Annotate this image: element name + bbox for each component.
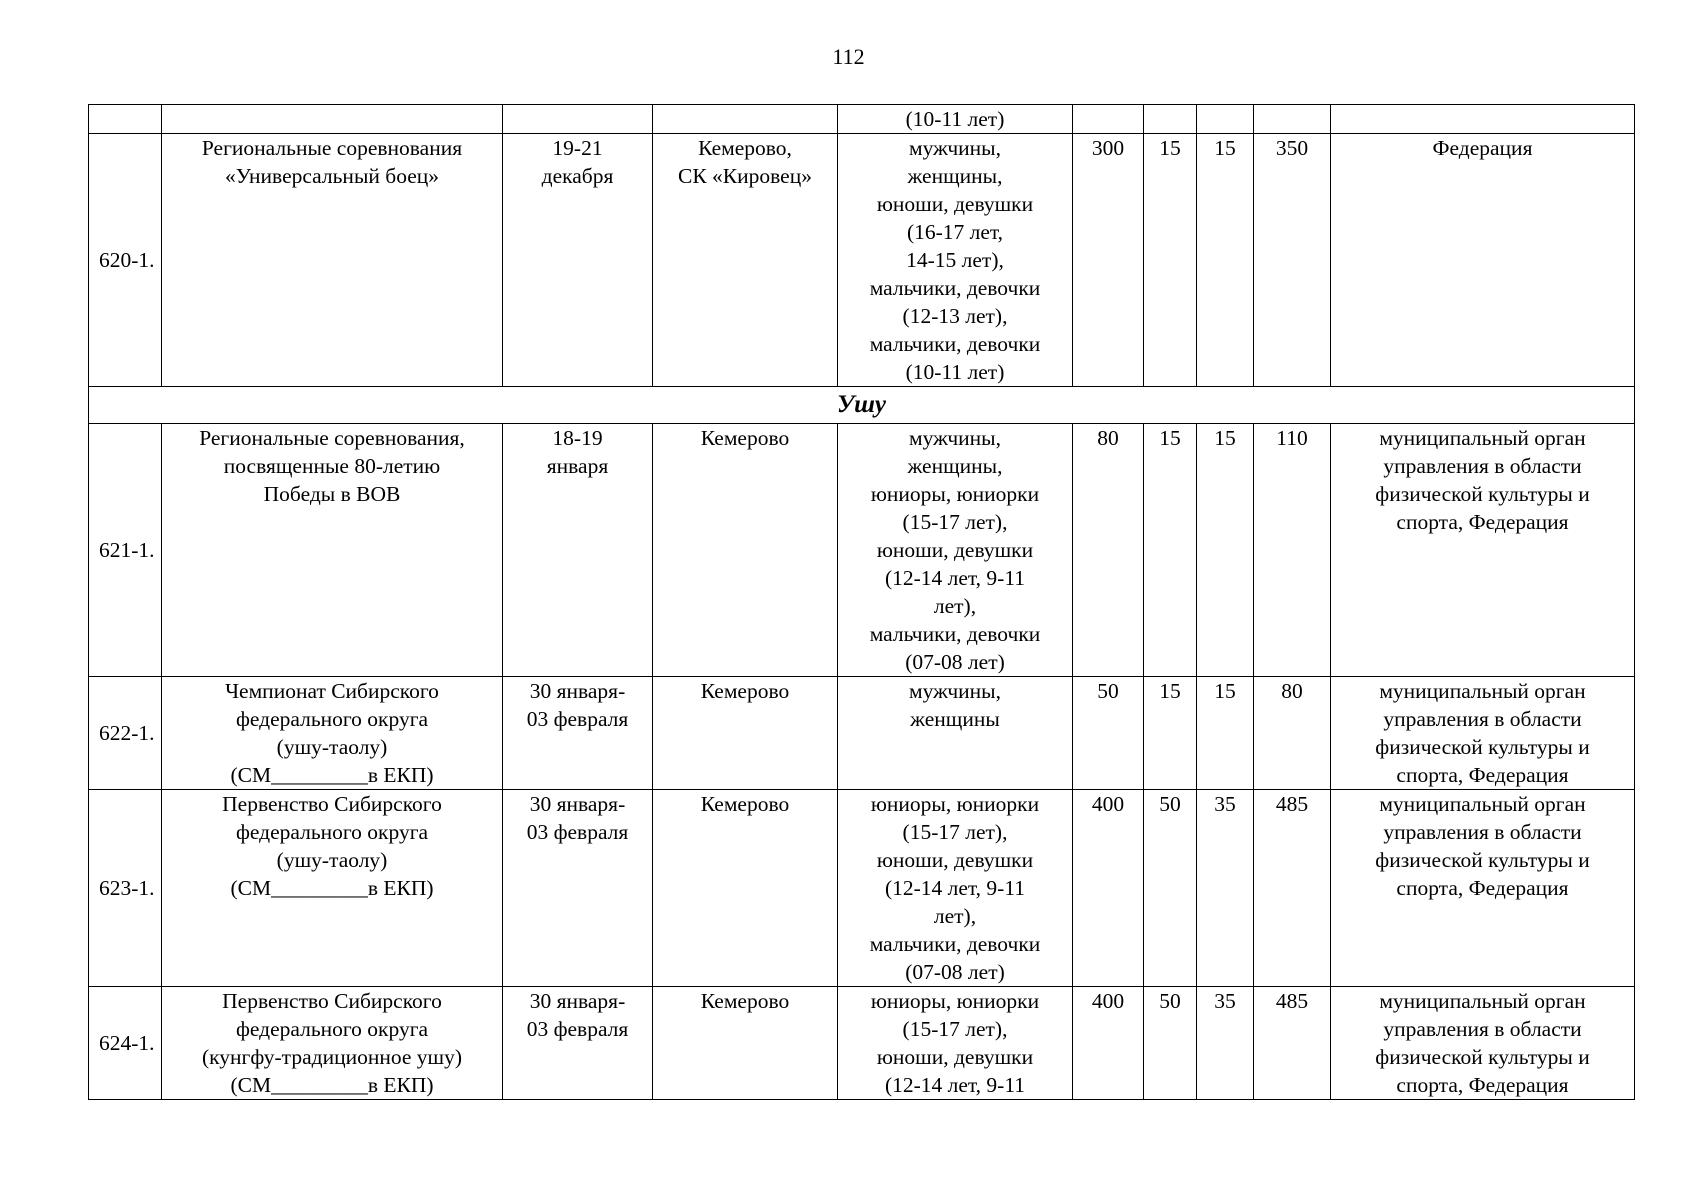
text-line: Региональные соревнования, bbox=[199, 426, 465, 450]
table-row bbox=[89, 424, 1635, 677]
text-line: физической культуры и bbox=[1375, 482, 1590, 506]
text-line: (16-17 лет, bbox=[906, 220, 1004, 244]
text-line: (ушу-таолу) bbox=[276, 735, 388, 759]
text-line: муниципальный орган bbox=[1379, 426, 1586, 450]
text-line: (СМ_________в ЕКП) bbox=[230, 1073, 434, 1097]
cell-participants bbox=[838, 424, 1073, 677]
cell-place bbox=[653, 790, 838, 987]
text-line: Кемерово bbox=[700, 426, 790, 450]
section-title: Ушу bbox=[89, 387, 1635, 424]
cell-date bbox=[503, 424, 653, 677]
text-line: юниоры, юниорки bbox=[870, 792, 1040, 816]
cell-count-1: 300 bbox=[1073, 134, 1144, 387]
text-line: мужчины, bbox=[908, 679, 1002, 703]
text-line: Кемерово, bbox=[698, 136, 792, 160]
text-line: Региональные соревнования bbox=[201, 136, 463, 160]
text-line: января bbox=[546, 454, 609, 478]
cell-organizer bbox=[1331, 790, 1635, 987]
text-line: лет), bbox=[933, 594, 977, 618]
cell-num: 623-1. bbox=[89, 790, 162, 987]
rows-before-section bbox=[89, 105, 1635, 387]
cell-name bbox=[162, 677, 503, 790]
cell-participants bbox=[838, 105, 1073, 134]
text-line: женщины, bbox=[907, 454, 1003, 478]
text-line: 03 февраля bbox=[526, 707, 629, 731]
cell-count-total: 110 bbox=[1254, 424, 1331, 677]
text-line: (12-14 лет, 9-11 bbox=[884, 566, 1026, 590]
text-line: Кемерово bbox=[700, 989, 790, 1013]
cell-count-3: 15 bbox=[1197, 424, 1254, 677]
events-table bbox=[88, 104, 1635, 1100]
cell-name bbox=[162, 790, 503, 987]
text-line: управления в области bbox=[1383, 1017, 1582, 1041]
text-line: 14-15 лет), bbox=[906, 248, 1004, 272]
cell-name bbox=[162, 987, 503, 1100]
cell-count-3: 35 bbox=[1197, 790, 1254, 987]
cell-name bbox=[162, 105, 503, 134]
cell-date bbox=[503, 790, 653, 987]
cell-num: 621-1. bbox=[89, 424, 162, 677]
text-line: посвященные 80-летию bbox=[223, 454, 441, 478]
cell-count-2: 50 bbox=[1144, 790, 1197, 987]
cell-place bbox=[653, 424, 838, 677]
cell-count-3: 15 bbox=[1197, 134, 1254, 387]
text-line: декабря bbox=[541, 164, 614, 188]
table-row bbox=[89, 987, 1635, 1100]
cell-num: 624-1. bbox=[89, 987, 162, 1100]
cell-num: 620-1. bbox=[89, 134, 162, 387]
cell-count-2: 15 bbox=[1144, 134, 1197, 387]
text-line: Первенство Сибирского bbox=[222, 792, 442, 816]
table-row bbox=[89, 677, 1635, 790]
text-line: мужчины, bbox=[908, 136, 1002, 160]
cell-date bbox=[503, 134, 653, 387]
page-number: 112 bbox=[832, 44, 865, 69]
text-line: юноши, девушки bbox=[876, 192, 1034, 216]
text-line: Победы в ВОВ bbox=[263, 482, 401, 506]
cell-name bbox=[162, 424, 503, 677]
text-line: управления в области bbox=[1383, 820, 1582, 844]
text-line: 03 февраля bbox=[526, 820, 629, 844]
text-line: юниоры, юниорки bbox=[870, 989, 1040, 1013]
cell-count-1: 400 bbox=[1073, 790, 1144, 987]
text-line: юниоры, юниорки bbox=[870, 482, 1040, 506]
text-line: Первенство Сибирского bbox=[222, 989, 442, 1013]
cell-participants bbox=[838, 790, 1073, 987]
cell-place bbox=[653, 105, 838, 134]
cell-participants bbox=[838, 677, 1073, 790]
text-line: (15-17 лет), bbox=[902, 510, 1008, 534]
text-line: юноши, девушки bbox=[876, 848, 1034, 872]
text-line: федерального округа bbox=[235, 707, 429, 731]
text-line: мальчики, девочки bbox=[869, 622, 1041, 646]
cell-place bbox=[653, 677, 838, 790]
text-line: 19-21 bbox=[552, 136, 603, 160]
text-line: мужчины, bbox=[908, 426, 1002, 450]
text-line: «Универсальный боец» bbox=[224, 164, 440, 188]
text-line: 30 января- bbox=[529, 792, 626, 816]
text-line: (07-08 лет) bbox=[905, 960, 1005, 984]
cell-count-1: 400 bbox=[1073, 987, 1144, 1100]
text-line: управления в области bbox=[1383, 454, 1582, 478]
text-line: 30 января- bbox=[529, 679, 626, 703]
text-line: муниципальный орган bbox=[1379, 792, 1586, 816]
text-line: 18-19 bbox=[552, 426, 603, 450]
section-row bbox=[89, 387, 1635, 424]
text-line: 03 февраля bbox=[526, 1017, 629, 1041]
text-line: (10-11 лет) bbox=[905, 107, 1005, 131]
text-line: (СМ_________в ЕКП) bbox=[230, 876, 434, 900]
cell-count-total bbox=[1254, 105, 1331, 134]
text-line: спорта, Федерация bbox=[1396, 510, 1569, 534]
cell-count-3 bbox=[1197, 105, 1254, 134]
cell-count-total: 485 bbox=[1254, 790, 1331, 987]
text-line: 30 января- bbox=[529, 989, 626, 1013]
text-line: (12-14 лет, 9-11 bbox=[884, 1073, 1026, 1097]
text-line: муниципальный орган bbox=[1379, 989, 1586, 1013]
text-line: мальчики, девочки bbox=[869, 276, 1041, 300]
text-line: управления в области bbox=[1383, 707, 1582, 731]
text-line: (15-17 лет), bbox=[902, 820, 1008, 844]
cell-count-total: 80 bbox=[1254, 677, 1331, 790]
text-line: муниципальный орган bbox=[1379, 679, 1586, 703]
text-line: юноши, девушки bbox=[876, 538, 1034, 562]
cell-date bbox=[503, 987, 653, 1100]
text-line: спорта, Федерация bbox=[1396, 763, 1569, 787]
section-header bbox=[89, 387, 1635, 424]
cell-count-1: 50 bbox=[1073, 677, 1144, 790]
cell-participants bbox=[838, 987, 1073, 1100]
table-row bbox=[89, 134, 1635, 387]
cell-participants bbox=[838, 134, 1073, 387]
cell-count-1 bbox=[1073, 105, 1144, 134]
cell-place bbox=[653, 134, 838, 387]
cell-name bbox=[162, 134, 503, 387]
text-line: женщины bbox=[910, 707, 1000, 731]
text-line: мальчики, девочки bbox=[869, 332, 1041, 356]
text-line: федерального округа bbox=[235, 820, 429, 844]
cell-count-1: 80 bbox=[1073, 424, 1144, 677]
text-line: (15-17 лет), bbox=[902, 1017, 1008, 1041]
continuation-row bbox=[89, 105, 1635, 134]
cell-place bbox=[653, 987, 838, 1100]
table-row bbox=[89, 790, 1635, 987]
cell-date bbox=[503, 105, 653, 134]
text-line: Чемпионат Сибирского bbox=[225, 679, 439, 703]
text-line: (12-13 лет), bbox=[902, 304, 1008, 328]
cell-num: 622-1. bbox=[89, 677, 162, 790]
text-line: (12-14 лет, 9-11 bbox=[884, 876, 1026, 900]
text-line: физической культуры и bbox=[1375, 735, 1590, 759]
cell-count-total: 485 bbox=[1254, 987, 1331, 1100]
text-line: (кунгфу-традиционное ушу) bbox=[202, 1045, 462, 1069]
cell-organizer bbox=[1331, 424, 1635, 677]
cell-date bbox=[503, 677, 653, 790]
cell-organizer bbox=[1331, 987, 1635, 1100]
text-line: (ушу-таолу) bbox=[276, 848, 388, 872]
text-line: СК «Кировец» bbox=[678, 164, 812, 188]
cell-num bbox=[89, 105, 162, 134]
text-line: (07-08 лет) bbox=[905, 650, 1005, 674]
text-line: федерального округа bbox=[235, 1017, 429, 1041]
text-line: спорта, Федерация bbox=[1396, 1073, 1569, 1097]
text-line: Федерация bbox=[1432, 136, 1533, 160]
text-line: спорта, Федерация bbox=[1396, 876, 1569, 900]
text-line: лет), bbox=[933, 904, 977, 928]
text-line: мальчики, девочки bbox=[869, 932, 1041, 956]
cell-organizer bbox=[1331, 677, 1635, 790]
cell-count-3: 15 bbox=[1197, 677, 1254, 790]
cell-count-2 bbox=[1144, 105, 1197, 134]
text-line: Кемерово bbox=[700, 679, 790, 703]
cell-count-2: 15 bbox=[1144, 424, 1197, 677]
text-line: юноши, девушки bbox=[876, 1045, 1034, 1069]
cell-count-total: 350 bbox=[1254, 134, 1331, 387]
cell-organizer bbox=[1331, 105, 1635, 134]
text-line: женщины, bbox=[907, 164, 1003, 188]
cell-count-2: 50 bbox=[1144, 987, 1197, 1100]
text-line: физической культуры и bbox=[1375, 1045, 1590, 1069]
cell-organizer bbox=[1331, 134, 1635, 387]
cell-count-2: 15 bbox=[1144, 677, 1197, 790]
text-line: физической культуры и bbox=[1375, 848, 1590, 872]
rows-after-section bbox=[89, 424, 1635, 1100]
text-line: Кемерово bbox=[700, 792, 790, 816]
text-line: (СМ_________в ЕКП) bbox=[230, 763, 434, 787]
text-line: (10-11 лет) bbox=[905, 360, 1005, 384]
cell-count-3: 35 bbox=[1197, 987, 1254, 1100]
